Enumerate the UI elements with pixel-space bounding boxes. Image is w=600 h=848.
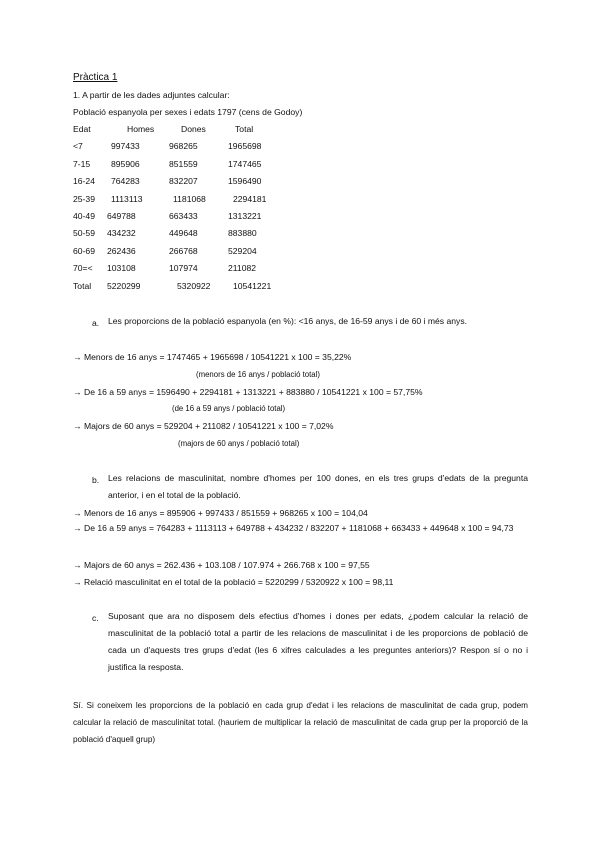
answer-c: Sí. Si coneixem les proporcions de la població en cada grup d'edat i les relacions de masculinitat de cada grup, podem calcular la relació de masculinitat total. (hauriem de multiplicar la relació de masculinitat de cada grup per la proporció de la població d'aquell grup) [73, 701, 528, 744]
table-cell: 851559 [169, 159, 198, 169]
answer-a-note-1: (menors de 16 anys / població total) [196, 370, 320, 379]
table-cell: 895906 [111, 159, 140, 169]
table-cell: 764283 [111, 176, 140, 186]
table-cell: 262436 [107, 246, 136, 256]
header-cell: Total [235, 124, 254, 134]
table-cell: 16-24 [73, 176, 95, 186]
table-cell: 266768 [169, 246, 198, 256]
table-cell: 1181068 [173, 194, 206, 204]
table-cell: 7-15 [73, 159, 91, 169]
answer-b-16-59: → De 16 a 59 anys = 764283 + 1113113 + 649788 + 434232 / 832207 + 1181068 + 663433 + 449648 x 100 = 94,73 [73, 523, 514, 533]
answer-a-under-16: → Menors de 16 anys = 1747465 + 1965698 / 10541221 x 100 = 35,22% [73, 352, 352, 362]
header-cell: Edat [73, 124, 91, 134]
answer-a-note-3: (majors de 60 anys / població total) [178, 439, 300, 448]
list-marker-a: a. [92, 318, 100, 328]
answer-b-total: → Relació masculinitat en el total de la població = 5220299 / 5320922 x 100 = 98,11 [73, 577, 394, 587]
table-row [73, 141, 393, 155]
answer-a-note-2: (de 16 a 59 anys / població total) [172, 404, 286, 413]
list-marker-b: b. [92, 475, 100, 485]
table-cell: 107974 [169, 263, 198, 273]
table-cell: 70=< [73, 263, 93, 273]
table-cell: 649788 [107, 211, 136, 221]
table-row [73, 211, 393, 225]
table-cell: 1747465 [228, 159, 262, 169]
table-cell: 211082 [228, 263, 257, 273]
table-cell: 883880 [228, 228, 257, 238]
question-b: Les relacions de masculinitat, nombre d'homes per 100 dones, en els tres grups d'edats de la pregunta anterior, i en el total de la població. [108, 473, 528, 500]
answer-a-16-59: → De 16 a 59 anys = 1596490 + 2294181 + 1313221 + 883880 / 10541221 x 100 = 57,75% [73, 387, 423, 397]
table-cell: Total [73, 281, 92, 291]
table-cell: 103108 [107, 263, 136, 273]
table-row [73, 159, 393, 173]
table-cell: 25-39 [73, 194, 95, 204]
table-cell: 10541221 [233, 281, 272, 291]
table-cell: 2294181 [233, 194, 267, 204]
table-row [73, 228, 393, 242]
table-cell: 60-69 [73, 246, 95, 256]
page-title: Pràctica 1 [73, 72, 118, 83]
table-cell: <7 [73, 141, 83, 151]
header-cell: Dones [181, 124, 206, 134]
answer-b-over-60: → Majors de 60 anys = 262.436 + 103.108 / 107.974 + 266.768 x 100 = 97,55 [73, 560, 370, 570]
table-cell: 1313221 [228, 211, 262, 221]
table-row [73, 263, 393, 277]
table-cell: 663433 [169, 211, 198, 221]
answer-b-under-16: → Menors de 16 anys = 895906 + 997433 / 851559 + 968265 x 100 = 104,04 [73, 508, 368, 518]
table-cell: 529204 [228, 246, 257, 256]
list-marker-c: c. [92, 613, 99, 623]
question-a: Les proporcions de la població espanyola (en %): <16 anys, de 16-59 anys i de 60 i més anys. [108, 316, 468, 326]
question-c: Suposant que ara no disposem dels efectius d'homes i dones per edats, ¿podem calcular la relació de masculinitat de la població total a partir de les relacions de masculinitat i de les proporcions de població de cada un d'aquests tres grups d'edat (les 6 xifres calculades a les preguntes anteriors)? Respon sí o no i justifica la resposta. [108, 611, 528, 672]
table-cell: 40-49 [73, 211, 95, 221]
table-row [73, 194, 393, 208]
question-1: 1. A partir de les dades adjuntes calcular: [73, 90, 230, 100]
table-cell: 449648 [169, 228, 198, 238]
table-header-row [73, 124, 393, 138]
table-cell: 1965698 [228, 141, 262, 151]
table-cell: 434232 [107, 228, 136, 238]
table-cell: 968265 [169, 141, 198, 151]
table-row [73, 176, 393, 190]
table-row-total [73, 281, 393, 295]
table-cell: 5320922 [177, 281, 211, 291]
table-cell: 832207 [169, 176, 198, 186]
table-source: Població espanyola per sexes i edats 1797 (cens de Godoy) [73, 107, 303, 117]
table-cell: 1596490 [228, 176, 262, 186]
table-cell: 5220299 [107, 281, 141, 291]
table-cell: 997433 [111, 141, 140, 151]
answer-a-over-60: → Majors de 60 anys = 529204 + 211082 / 10541221 x 100 = 7,02% [73, 421, 334, 431]
table-row [73, 246, 393, 260]
table-cell: 1113113 [111, 194, 143, 204]
table-cell: 50-59 [73, 228, 95, 238]
header-cell: Homes [127, 124, 155, 134]
